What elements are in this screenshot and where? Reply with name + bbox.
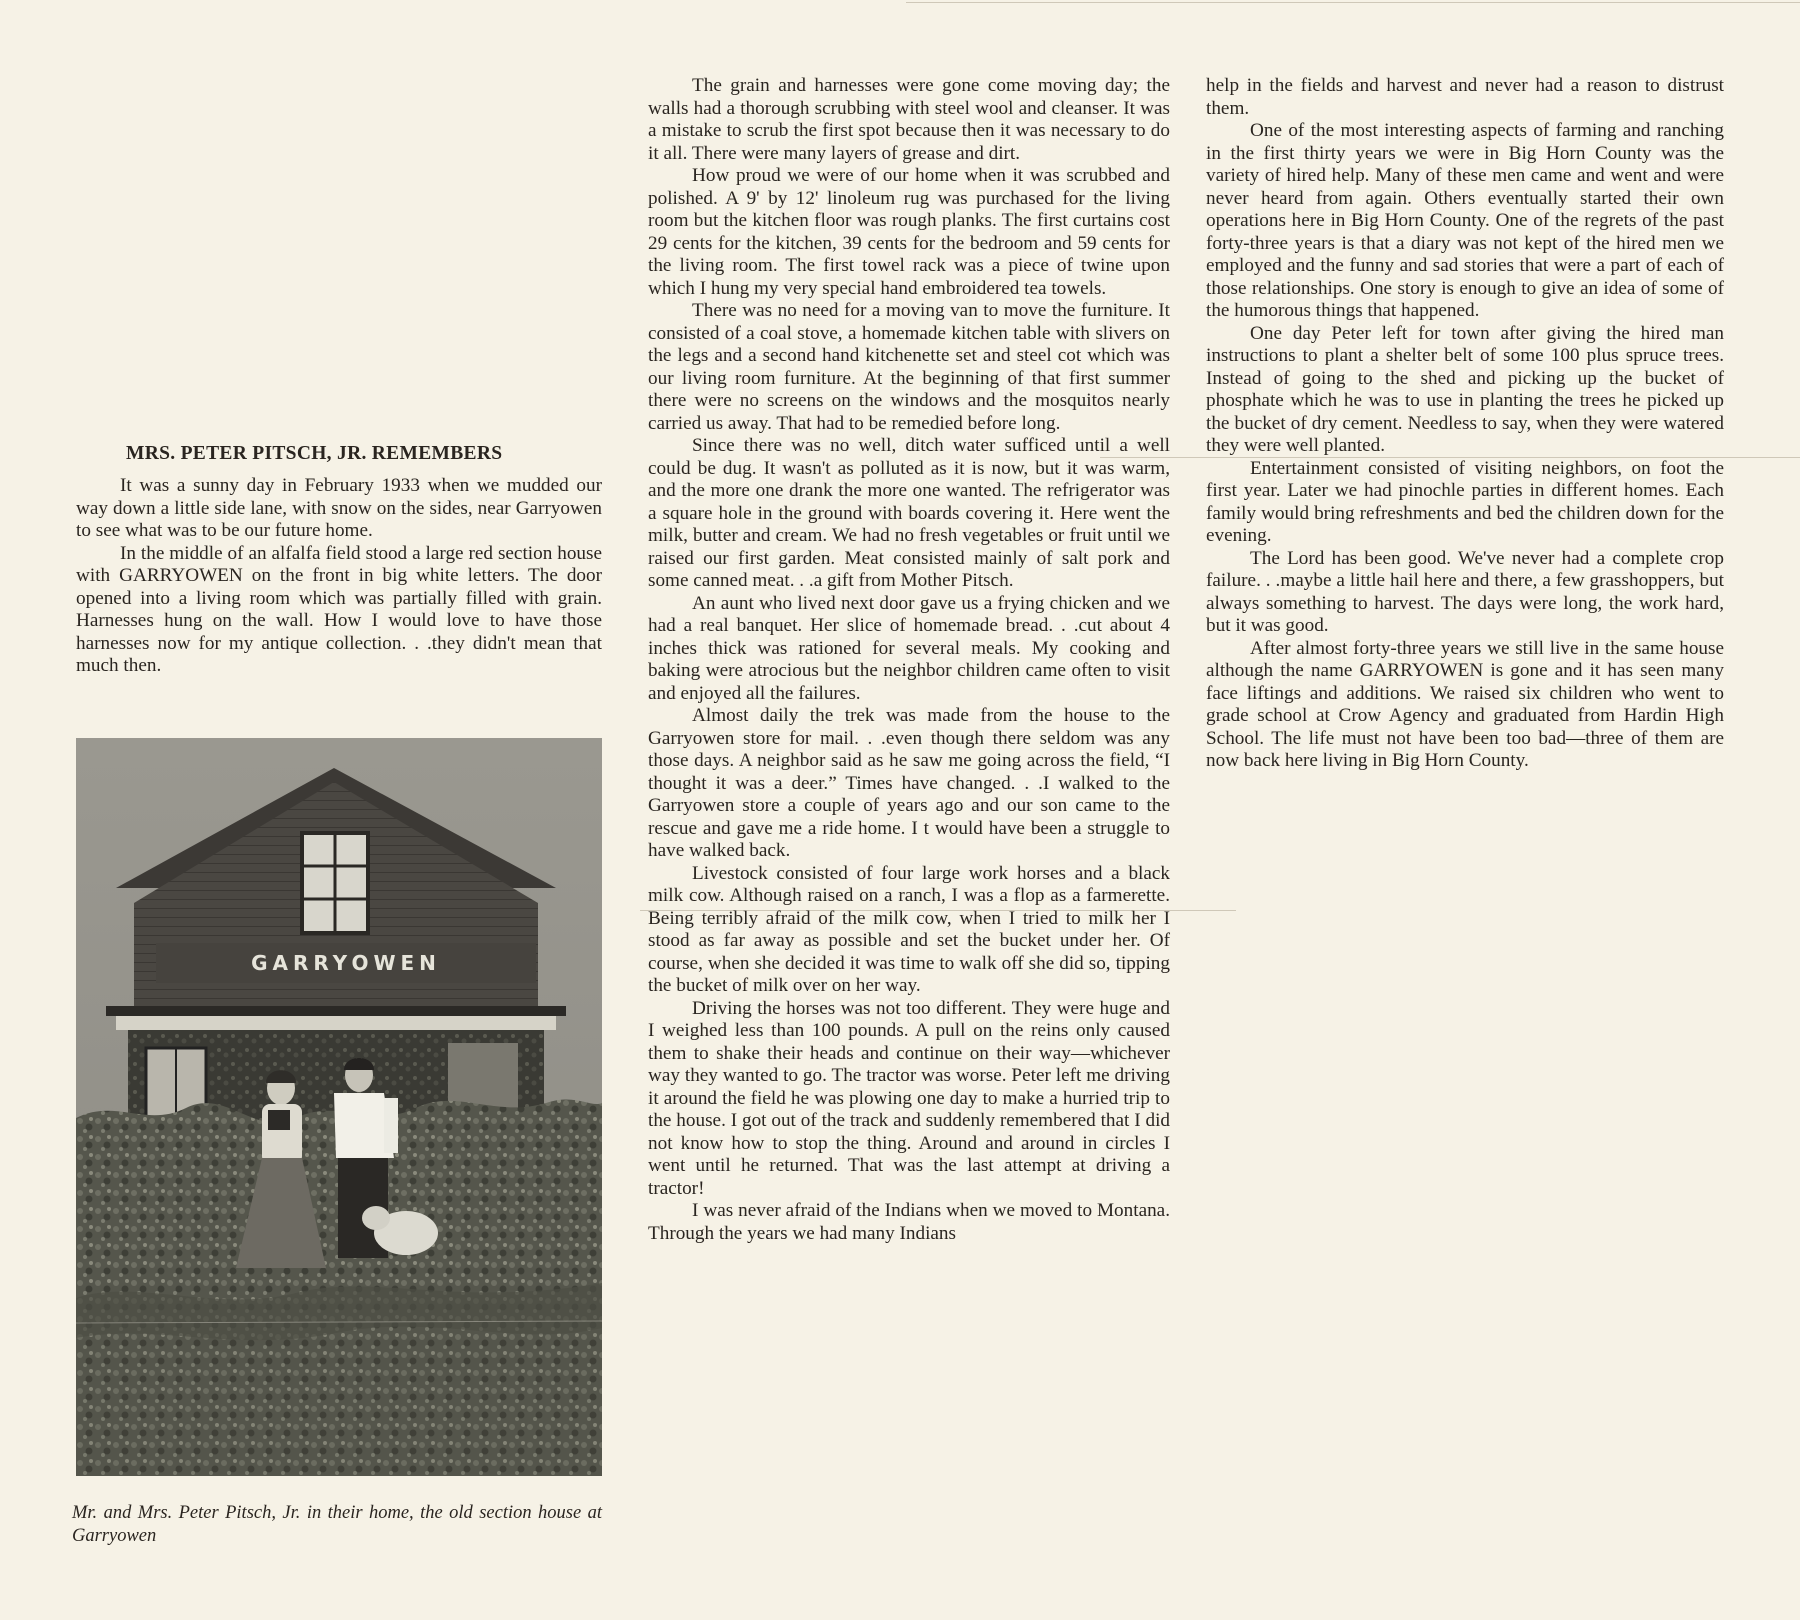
garryowen-sign: GARRYOWEN (251, 951, 441, 975)
paragraph: There was no need for a moving van to move the furniture. It consisted of a coal stove, a homemade kitchen table with slivers on the legs and a second hand kitchenette set and steel cot which was our living room furniture. At the beginning of that first summer there were no screens on the windows and the mosquitos nearly carried us away. That had to be remedied before long. (648, 300, 1170, 434)
paragraph: I was never afraid of the Indians when we moved to Montana. Through the years we had many Indians (648, 1200, 1170, 1244)
paragraph: Driving the horses was not too different. They were huge and I weighed less than 100 pounds. A pull on the reins only caused them to shake their heads and continue on their way—whichever way they wanted to go. The tractor was worse. Peter left me driving it around the field he was plowing one day to make a hurried trip to the house. I got out of the track and suddenly remembered that I did not know how to stop the thing. Around and around in circles I went until he returned. That was the last attempt at driving a tractor! (648, 997, 1170, 1199)
paragraph: How proud we were of our home when it was scrubbed and polished. A 9' by 12' linoleum rug was purchased for the living room but the kitchen floor was rough planks. The first curtains cost 29 cents for the kitchen, 39 cents for the bedroom and 59 cents for the living room. The first towel rack was a piece of twine upon which I hung my very special hand embroidered tea towels. (648, 165, 1170, 299)
paragraph: An aunt who lived next door gave us a frying chicken and we had a real banquet. Her slice of homemade bread. . .cut about 4 inches thick was rationed for several meals. My cooking and baking were atrocious but the neighbor children came often to visit and enjoyed all the failures. (648, 592, 1170, 704)
paragraph: It was a sunny day in February 1933 when we mudded our way down a little side lane, with snow on the sides, near Garryowen to see what was to be our future home. (76, 475, 602, 541)
paragraph: Entertainment consisted of visiting neighbors, on foot the first year. Later we had pinochle parties in different homes. Each family would bring refreshments and bed the children down for the evening. (1206, 457, 1724, 546)
column-1 (76, 475, 602, 678)
paragraph-continuation: help in the fields and harvest and never had a reason to distrust them. (1206, 75, 1724, 119)
scan-artifact-line (906, 2, 1800, 3)
column-2 (648, 75, 1170, 1245)
article-title: MRS. PETER PITSCH, JR. REMEMBERS (126, 443, 503, 464)
paragraph: After almost forty-three years we still live in the same house although the name GARRYOWEN is gone and it has seen many face liftings and additions. We raised six children who went to grade school at Crow Agency and graduated from Hardin High School. The life must not have been too bad—three of them are now back here living in Big Horn County. (1206, 637, 1724, 771)
paragraph: The Lord has been good. We've never had a complete crop failure. . .maybe a little hail here and there, a few grasshoppers, but always something to harvest. The days were long, the work hard, but it was good. (1206, 547, 1724, 636)
paragraph: In the middle of an alfalfa field stood a large red section house with GARRYOWEN on the front in big white letters. The door opened into a living room which was partially filled with grain. Harnesses hung on the wall. How I would love to have those harnesses now for my antique collection. . .they didn't mean that much then. (76, 542, 602, 676)
paragraph: One day Peter left for town after giving the hired man instructions to plant a shelter belt of some 100 plus spruce trees. Instead of going to the shed and picking up the bucket of phosphate which he was to use in planting the trees he picked up the bucket of dry cement. Needless to say, when they were watered they were well planted. (1206, 322, 1724, 456)
paragraph: One of the most interesting aspects of farming and ranching in the first thirty years we were in Big Horn County was the variety of hired help. Many of these men came and went and were never heard from again. Others eventually started their own operations here in Big Horn County. One of the regrets of the past forty-three years is that a diary was not kept of the hired men we employed and the funny and sad stories that were a part of each of those relationships. One story is enough to give an idea of some of the humorous things that happened. (1206, 120, 1724, 321)
paragraph: Almost daily the trek was made from the house to the Garryowen store for mail. . .even though there seldom was any those days. A neighbor said as he saw me going across the field, “I thought it was a deer.” Times have changed. . .I walked to the Garryowen store a couple of years ago and our son came to the rescue and gave me a ride home. I t would have been a struggle to have walked back. (648, 705, 1170, 861)
column-3 (1206, 75, 1724, 773)
paragraph: Livestock consisted of four large work horses and a black milk cow. Although raised on a ranch, I was a flop as a farmerette. Being terribly afraid of the milk cow, when I tried to milk her I stood as far away as possible and set the bucket under her. Of course, when she decided it was time to walk off she did so, tipping the bucket of milk over on her way. (648, 862, 1170, 996)
paragraph: Since there was no well, ditch water sufficed until a well could be dug. It wasn't as polluted as it is now, but it was warm, and the more one drank the more one wanted. The refrigerator was a square hole in the ground with boards covering it. Here went the milk, butter and cream. We had no fresh vegetables or fruit until we raised our first garden. Meat consisted mainly of salt pork and some canned meat. . .a gift from Mother Pitsch. (648, 435, 1170, 591)
photo-caption: Mr. and Mrs. Peter Pitsch, Jr. in their home, the old section house at Garryowen (72, 1503, 602, 1546)
house-photo (76, 738, 602, 1476)
paragraph: The grain and harnesses were gone come moving day; the walls had a thorough scrubbing with steel wool and cleanser. It was a mistake to scrub the first spot because then it was necessary to do it all. There were many layers of grease and dirt. (648, 75, 1170, 164)
